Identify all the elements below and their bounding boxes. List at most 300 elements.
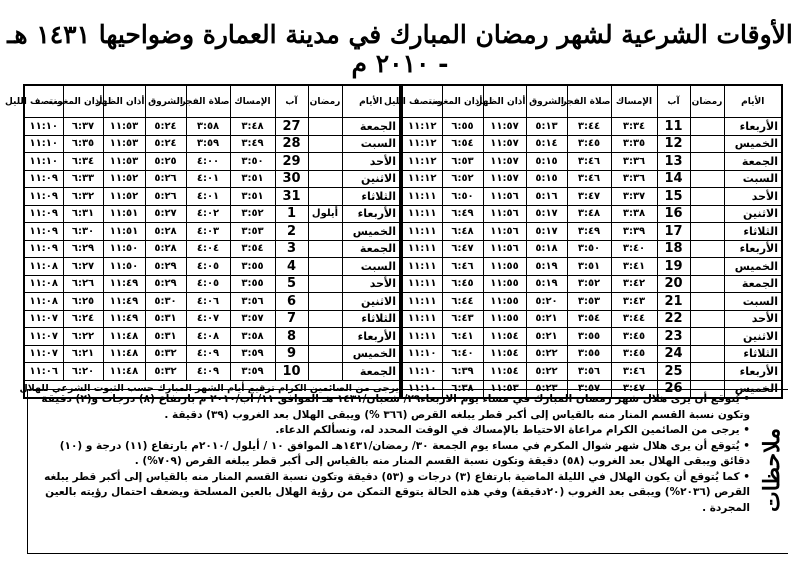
cell-ramadan xyxy=(690,240,724,258)
table-row xyxy=(402,363,782,381)
column-header: الشروق xyxy=(526,85,567,118)
cell-fajr: ٤:٠١ xyxy=(186,170,230,188)
cell-shuruq: ٥:١٦ xyxy=(526,188,567,206)
cell-day: الاثنين xyxy=(342,293,400,311)
cell-imsak: ٣:٥٥ xyxy=(230,275,275,293)
cell-zuhr: ١١:٥٠ xyxy=(103,258,145,276)
table-row xyxy=(402,275,782,293)
cell-zuhr: ١١:٥٧ xyxy=(483,170,526,188)
cell-aug: 30 xyxy=(275,170,308,188)
cell-fajr: ٤:٠٢ xyxy=(186,205,230,223)
cell-aug: 31 xyxy=(275,188,308,206)
cell-ramadan xyxy=(690,258,724,276)
cell-fajr: ٣:٥٤ xyxy=(567,310,611,328)
cell-fajr: ٣:٤٩ xyxy=(567,223,611,241)
column-header: الإمساك xyxy=(230,85,275,118)
cell-maghrib: ٦:٣٩ xyxy=(442,363,483,381)
cell-day: الخميس xyxy=(342,223,400,241)
cell-aug: 9 xyxy=(275,345,308,363)
cell-aug: 14 xyxy=(657,170,690,188)
column-header: رمضان xyxy=(308,85,342,118)
cell-ramadan xyxy=(690,293,724,311)
table-row xyxy=(402,223,782,241)
cell-ramadan xyxy=(308,275,342,293)
cell-day: الخميس xyxy=(724,258,782,276)
cell-shuruq: ٥:١٤ xyxy=(526,135,567,153)
cell-maghrib: ٦:٢٦ xyxy=(63,275,103,293)
cell-zuhr: ١١:٥١ xyxy=(103,205,145,223)
cell-imsak: ٣:٣٦ xyxy=(611,153,657,171)
table-row xyxy=(402,240,782,258)
cell-imsak: ٣:٣٨ xyxy=(611,205,657,223)
cell-day: الثلاثاء xyxy=(342,310,400,328)
cell-maghrib: ٦:٤٥ xyxy=(442,275,483,293)
cell-shuruq: ٥:٢٦ xyxy=(145,188,186,206)
cell-day: الخميس xyxy=(724,135,782,153)
cell-ramadan xyxy=(690,328,724,346)
cell-maghrib: ٦:٥٤ xyxy=(442,135,483,153)
cell-day: الجمعة xyxy=(724,153,782,171)
table-row xyxy=(24,275,400,293)
cell-fajr: ٣:٥٥ xyxy=(567,328,611,346)
cell-zuhr: ١١:٥٣ xyxy=(103,153,145,171)
cell-shuruq: ٥:٢٦ xyxy=(145,170,186,188)
cell-zuhr: ١١:٥٣ xyxy=(103,118,145,136)
cell-midnight: ١١:٠٧ xyxy=(24,345,63,363)
cell-day: الثلاثاء xyxy=(724,223,782,241)
column-header: صلاة الفجر xyxy=(186,85,230,118)
cell-ramadan xyxy=(690,153,724,171)
cell-aug: 29 xyxy=(275,153,308,171)
cell-midnight: ١١:١٠ xyxy=(402,345,442,363)
cell-shuruq: ٥:١٥ xyxy=(526,153,567,171)
cell-midnight: ١١:١١ xyxy=(402,328,442,346)
cell-maghrib: ٦:٢٩ xyxy=(63,240,103,258)
cell-day: الأربعاء xyxy=(724,240,782,258)
cell-midnight: ١١:١٠ xyxy=(24,118,63,136)
timetable-right xyxy=(384,84,783,399)
cell-midnight: ١١:٠٨ xyxy=(24,258,63,276)
crescent-note: يرجى من الصائمين الكرام ترقيم أيام الشهر المبارك حسب الثبوت الشرعي للهلال xyxy=(24,380,400,398)
cell-imsak: ٣:٤٥ xyxy=(611,328,657,346)
table-row xyxy=(24,188,400,206)
timetable-left xyxy=(5,84,401,399)
cell-aug: 27 xyxy=(275,118,308,136)
cell-midnight: ١١:٠٨ xyxy=(24,293,63,311)
cell-ramadan xyxy=(308,223,342,241)
cell-midnight: ١١:١١ xyxy=(402,275,442,293)
cell-midnight: ١١:٠٨ xyxy=(24,275,63,293)
cell-aug: 21 xyxy=(657,293,690,311)
cell-midnight: ١١:٠٩ xyxy=(24,223,63,241)
cell-aug: 25 xyxy=(657,363,690,381)
cell-zuhr: ١١:٥٧ xyxy=(483,153,526,171)
cell-ramadan xyxy=(690,205,724,223)
page-title: الأوقات الشرعية لشهر رمضان المبارك في مدينة العمارة وضواحيها ١٤٣١ هـ - ٢٠١٠ م xyxy=(7,20,793,78)
cell-maghrib: ٦:٥٥ xyxy=(442,118,483,136)
note-item: • كما يُتوقع أن يكون الهلال في الليلة الماضية بارتفاع (٣) درجات و (٥٣) دقيقة وتكون نسبة القسم المنار منه بالقياس إلى أكبر قطر يبلغه القرص (٢٠٣٦%) ويبقى بعد الغروب (٢٠دقيقة) وفي هذه الحالة يتوقع التمكن من رؤية الهلال بالعين المسلحة ويضعف احتمال رؤيته بالعين المجردة . xyxy=(44,470,750,514)
cell-fajr: ٣:٥١ xyxy=(567,258,611,276)
cell-midnight: ١١:١١ xyxy=(402,310,442,328)
cell-midnight: ١١:٠٩ xyxy=(24,240,63,258)
cell-imsak: ٣:٥٥ xyxy=(230,258,275,276)
column-header: أذان الظهر xyxy=(483,85,526,118)
cell-ramadan xyxy=(308,170,342,188)
table-row xyxy=(24,345,400,363)
table-row xyxy=(24,258,400,276)
cell-day: الثلاثاء xyxy=(724,345,782,363)
cell-day: الأربعاء xyxy=(342,328,400,346)
cell-imsak: ٣:٣٧ xyxy=(611,188,657,206)
cell-ramadan xyxy=(308,293,342,311)
cell-ramadan xyxy=(690,135,724,153)
cell-zuhr: ١١:٥٦ xyxy=(483,223,526,241)
cell-maghrib: ٦:٢١ xyxy=(63,345,103,363)
cell-midnight: ١١:١١ xyxy=(402,293,442,311)
cell-midnight: ١١:١٠ xyxy=(402,363,442,381)
cell-fajr: ٤:٠٥ xyxy=(186,275,230,293)
cell-ramadan xyxy=(308,363,342,381)
cell-aug: 23 xyxy=(657,328,690,346)
cell-zuhr: ١١:٤٨ xyxy=(103,345,145,363)
cell-zuhr: ١١:٤٨ xyxy=(103,328,145,346)
cell-shuruq: ٥:١٣ xyxy=(526,118,567,136)
cell-aug: 19 xyxy=(657,258,690,276)
cell-shuruq: ٥:٢٥ xyxy=(145,153,186,171)
cell-maghrib: ٦:٥٠ xyxy=(442,188,483,206)
cell-fajr: ٣:٥٠ xyxy=(567,240,611,258)
cell-shuruq: ٥:١٩ xyxy=(526,275,567,293)
cell-shuruq: ٥:١٨ xyxy=(526,240,567,258)
cell-maghrib: ٦:٢٠ xyxy=(63,363,103,381)
cell-aug: 12 xyxy=(657,135,690,153)
column-header: رمضان xyxy=(690,85,724,118)
cell-aug: 26 xyxy=(657,380,690,398)
cell-fajr: ٣:٥٦ xyxy=(567,363,611,381)
table-row xyxy=(24,205,400,223)
cell-ramadan xyxy=(308,135,342,153)
cell-aug: 1 xyxy=(275,205,308,223)
cell-maghrib: ٦:٤٤ xyxy=(442,293,483,311)
cell-zuhr: ١١:٥٢ xyxy=(103,170,145,188)
cell-imsak: ٣:٤٢ xyxy=(611,275,657,293)
cell-midnight: ١١:٠٩ xyxy=(24,170,63,188)
cell-maghrib: ٦:٢٥ xyxy=(63,293,103,311)
cell-fajr: ٣:٥٧ xyxy=(567,380,611,398)
table-row xyxy=(24,363,400,381)
cell-day: الأحد xyxy=(724,188,782,206)
cell-aug: 11 xyxy=(657,118,690,136)
cell-day: الجمعة xyxy=(724,275,782,293)
table-row xyxy=(402,328,782,346)
cell-day: السبت xyxy=(724,293,782,311)
note-item: • يُتوقع أن يرى هلال شهر رمضان المبارك في مساء يوم الاربعاء٢٩/ شعبان/١٤٣١ هـ الموافق ١١/ آب/٢٠١٠ م بارتفاع (٨) درجات و(٢) دقيقة وتكون نسبة القسم المنار منه بالقياس إلى أكبر قطر يبلغه القرص (٣٦٦ %) ويبقى الهلال بعد الغروب (٣٩) دقيقة . xyxy=(41,393,750,421)
cell-midnight: ١١:١٢ xyxy=(402,170,442,188)
cell-midnight: ١١:٠٧ xyxy=(24,310,63,328)
cell-ramadan xyxy=(308,328,342,346)
cell-zuhr: ١١:٤٩ xyxy=(103,293,145,311)
cell-zuhr: ١١:٤٩ xyxy=(103,275,145,293)
cell-zuhr: ١١:٥٦ xyxy=(483,188,526,206)
cell-zuhr: ١١:٥٥ xyxy=(483,258,526,276)
cell-zuhr: ١١:٤٨ xyxy=(103,363,145,381)
cell-ramadan xyxy=(308,153,342,171)
cell-imsak: ٣:٤٥ xyxy=(611,345,657,363)
cell-fajr: ٤:٠٩ xyxy=(186,345,230,363)
cell-zuhr: ١١:٥٤ xyxy=(483,363,526,381)
cell-fajr: ٤:٠٧ xyxy=(186,310,230,328)
cell-midnight: ١١:١٢ xyxy=(402,135,442,153)
cell-shuruq: ٥:٢٩ xyxy=(145,258,186,276)
cell-imsak: ٣:٥٩ xyxy=(230,345,275,363)
cell-ramadan xyxy=(690,223,724,241)
cell-imsak: ٣:٥٠ xyxy=(230,153,275,171)
cell-ramadan xyxy=(690,118,724,136)
cell-midnight: ١١:١٠ xyxy=(402,380,442,398)
cell-aug: 15 xyxy=(657,188,690,206)
cell-maghrib: ٦:٣٨ xyxy=(442,380,483,398)
cell-shuruq: ٥:٢٨ xyxy=(145,223,186,241)
table-row xyxy=(24,223,400,241)
cell-maghrib: ٦:٤٨ xyxy=(442,223,483,241)
cell-zuhr: ١١:٥٤ xyxy=(483,345,526,363)
table-row xyxy=(402,135,782,153)
cell-imsak: ٣:٣٥ xyxy=(611,135,657,153)
cell-day: الأربعاء xyxy=(342,205,400,223)
table-row xyxy=(24,240,400,258)
cell-day: الاثنين xyxy=(724,205,782,223)
cell-fajr: ٤:٠٦ xyxy=(186,293,230,311)
cell-day: الأربعاء xyxy=(724,363,782,381)
cell-maghrib: ٦:٥٢ xyxy=(442,170,483,188)
cell-fajr: ٣:٥٥ xyxy=(567,345,611,363)
cell-zuhr: ١١:٥٧ xyxy=(483,118,526,136)
cell-maghrib: ٦:٣٤ xyxy=(63,153,103,171)
cell-imsak: ٣:٥٨ xyxy=(230,328,275,346)
column-header: آب xyxy=(275,85,308,118)
cell-maghrib: ٦:٤٦ xyxy=(442,258,483,276)
cell-ramadan xyxy=(308,188,342,206)
cell-day: الخميس xyxy=(724,380,782,398)
cell-day: الجمعة xyxy=(342,240,400,258)
cell-zuhr: ١١:٥١ xyxy=(103,223,145,241)
timetable-area xyxy=(5,84,783,397)
cell-maghrib: ٦:٢٢ xyxy=(63,328,103,346)
table-row xyxy=(402,188,782,206)
cell-shuruq: ٥:٣٠ xyxy=(145,293,186,311)
cell-imsak: ٣:٥٩ xyxy=(230,363,275,381)
table-row xyxy=(24,170,400,188)
cell-zuhr: ١١:٥٧ xyxy=(483,135,526,153)
cell-maghrib: ٦:٥٣ xyxy=(442,153,483,171)
cell-aug: 20 xyxy=(657,275,690,293)
table-row xyxy=(24,135,400,153)
cell-fajr: ٤:٠٨ xyxy=(186,328,230,346)
cell-day: الاثنين xyxy=(342,170,400,188)
cell-ramadan: أيلول xyxy=(308,205,342,223)
cell-day: الأحد xyxy=(342,275,400,293)
cell-ramadan xyxy=(690,363,724,381)
cell-aug: 2 xyxy=(275,223,308,241)
cell-imsak: ٣:٤٣ xyxy=(611,293,657,311)
cell-maghrib: ٦:٣١ xyxy=(63,205,103,223)
cell-imsak: ٣:٤٤ xyxy=(611,310,657,328)
column-header: الأيام xyxy=(724,85,782,118)
cell-day: الخميس xyxy=(342,345,400,363)
cell-zuhr: ١١:٥٣ xyxy=(483,380,526,398)
cell-maghrib: ٦:٣٠ xyxy=(63,223,103,241)
cell-zuhr: ١١:٥٥ xyxy=(483,275,526,293)
column-header: أذان الظهر xyxy=(103,85,145,118)
cell-midnight: ١١:٠٦ xyxy=(24,363,63,381)
cell-maghrib: ٦:٤٧ xyxy=(442,240,483,258)
cell-day: الأربعاء xyxy=(724,118,782,136)
cell-zuhr: ١١:٥٥ xyxy=(483,310,526,328)
cell-imsak: ٣:٤٨ xyxy=(230,118,275,136)
column-header: الإمساك xyxy=(611,85,657,118)
cell-ramadan xyxy=(690,275,724,293)
cell-ramadan xyxy=(308,240,342,258)
column-header: الأيام xyxy=(342,85,400,118)
cell-shuruq: ٥:٢٠ xyxy=(526,293,567,311)
column-header: الشروق xyxy=(145,85,186,118)
cell-zuhr: ١١:٤٩ xyxy=(103,310,145,328)
cell-shuruq: ٥:٢٣ xyxy=(526,380,567,398)
cell-aug: 16 xyxy=(657,205,690,223)
cell-shuruq: ٥:٢٢ xyxy=(526,345,567,363)
table-row xyxy=(24,118,400,136)
cell-fajr: ٣:٤٧ xyxy=(567,188,611,206)
cell-imsak: ٣:٥١ xyxy=(230,170,275,188)
cell-maghrib: ٦:٣٢ xyxy=(63,188,103,206)
cell-midnight: ١١:١١ xyxy=(402,258,442,276)
column-header: صلاة الفجر xyxy=(567,85,611,118)
cell-aug: 22 xyxy=(657,310,690,328)
cell-ramadan xyxy=(308,345,342,363)
cell-aug: 5 xyxy=(275,275,308,293)
cell-imsak: ٣:٥٣ xyxy=(230,223,275,241)
cell-shuruq: ٥:٢١ xyxy=(526,310,567,328)
cell-shuruq: ٥:٢٩ xyxy=(145,275,186,293)
table-row xyxy=(24,310,400,328)
cell-aug: 24 xyxy=(657,345,690,363)
cell-midnight: ١١:١١ xyxy=(402,223,442,241)
cell-aug: 4 xyxy=(275,258,308,276)
cell-midnight: ١١:٠٩ xyxy=(24,188,63,206)
cell-shuruq: ٥:٣٢ xyxy=(145,345,186,363)
cell-shuruq: ٥:١٥ xyxy=(526,170,567,188)
cell-fajr: ٤:٠٠ xyxy=(186,153,230,171)
cell-fajr: ٣:٤٦ xyxy=(567,170,611,188)
cell-maghrib: ٦:٣٧ xyxy=(63,118,103,136)
table-row xyxy=(402,310,782,328)
cell-shuruq: ٥:٣١ xyxy=(145,310,186,328)
column-header: آب xyxy=(657,85,690,118)
cell-imsak: ٣:٤٦ xyxy=(611,363,657,381)
cell-imsak: ٣:٣٦ xyxy=(611,170,657,188)
table-row xyxy=(402,170,782,188)
cell-maghrib: ٦:٢٧ xyxy=(63,258,103,276)
cell-midnight: ١١:١٢ xyxy=(402,153,442,171)
cell-day: السبت xyxy=(724,170,782,188)
cell-maghrib: ٦:٢٤ xyxy=(63,310,103,328)
cell-imsak: ٣:٥٤ xyxy=(230,240,275,258)
cell-ramadan xyxy=(308,258,342,276)
cell-midnight: ١١:١١ xyxy=(402,188,442,206)
cell-imsak: ٣:٣٩ xyxy=(611,223,657,241)
cell-shuruq: ٥:٢٧ xyxy=(145,205,186,223)
cell-day: السبت xyxy=(342,258,400,276)
table-row xyxy=(24,293,400,311)
cell-imsak: ٣:٥٢ xyxy=(230,205,275,223)
cell-aug: 10 xyxy=(275,363,308,381)
cell-imsak: ٣:٤١ xyxy=(611,258,657,276)
cell-zuhr: ١١:٥٥ xyxy=(483,293,526,311)
cell-zuhr: ١١:٥٢ xyxy=(103,188,145,206)
cell-aug: 13 xyxy=(657,153,690,171)
cell-ramadan xyxy=(308,310,342,328)
cell-shuruq: ٥:٢٤ xyxy=(145,135,186,153)
cell-aug: 18 xyxy=(657,240,690,258)
cell-imsak: ٣:٣٤ xyxy=(611,118,657,136)
cell-midnight: ١١:٠٧ xyxy=(24,328,63,346)
note-item: • يُتوقع أن يرى هلال شهر شوال المكرم في مساء يوم الجمعة ٣٠/ رمضان/١٤٣١هـ الموافق ١٠ / أيلول /٢٠١٠م بارتفاع (١١) درجة و (١٠) دقائق ويبقى الهلال بعد الغروب (٥٨) دقيقة وتكون نسبة القسم المنار منه بالقياس إلى أكبر قطر يبلغه القرص (٧٠٩%) . xyxy=(59,439,750,467)
cell-day: الأحد xyxy=(724,310,782,328)
cell-zuhr: ١١:٥٤ xyxy=(483,328,526,346)
table-row xyxy=(402,293,782,311)
cell-day: الثلاثاء xyxy=(342,188,400,206)
cell-shuruq: ٥:٣٢ xyxy=(145,363,186,381)
cell-fajr: ٣:٥٨ xyxy=(186,118,230,136)
column-header: منتصف الليل xyxy=(402,85,442,118)
table-row xyxy=(402,118,782,136)
cell-imsak: ٣:٤٩ xyxy=(230,135,275,153)
cell-shuruq: ٥:٢٢ xyxy=(526,363,567,381)
table-row xyxy=(24,153,400,171)
cell-imsak: ٣:٥٦ xyxy=(230,293,275,311)
cell-shuruq: ٥:٢٨ xyxy=(145,240,186,258)
cell-day: الاثنين xyxy=(724,328,782,346)
cell-fajr: ٣:٤٦ xyxy=(567,153,611,171)
cell-shuruq: ٥:١٧ xyxy=(526,205,567,223)
cell-day: الجمعة xyxy=(342,363,400,381)
cell-shuruq: ٥:١٩ xyxy=(526,258,567,276)
cell-fajr: ٣:٥٣ xyxy=(567,293,611,311)
cell-fajr: ٤:٠٤ xyxy=(186,240,230,258)
table-row xyxy=(402,205,782,223)
cell-ramadan xyxy=(690,310,724,328)
cell-fajr: ٣:٥٢ xyxy=(567,275,611,293)
cell-fajr: ٤:٠٣ xyxy=(186,223,230,241)
cell-aug: 8 xyxy=(275,328,308,346)
cell-aug: 3 xyxy=(275,240,308,258)
cell-day: الأحد xyxy=(342,153,400,171)
cell-maghrib: ٦:٤٩ xyxy=(442,205,483,223)
cell-imsak: ٣:٤٠ xyxy=(611,240,657,258)
table-row xyxy=(24,328,400,346)
cell-fajr: ٤:٠٩ xyxy=(186,363,230,381)
cell-fajr: ٤:٠٥ xyxy=(186,258,230,276)
cell-maghrib: ٦:٤٣ xyxy=(442,310,483,328)
table-row xyxy=(402,345,782,363)
cell-maghrib: ٦:٣٥ xyxy=(63,135,103,153)
cell-midnight: ١١:١٢ xyxy=(402,118,442,136)
cell-maghrib: ٦:٤٠ xyxy=(442,345,483,363)
notes-list xyxy=(32,392,750,516)
cell-imsak: ٣:٥١ xyxy=(230,188,275,206)
cell-midnight: ١١:٠٩ xyxy=(24,205,63,223)
cell-imsak: ٣:٥٧ xyxy=(230,310,275,328)
